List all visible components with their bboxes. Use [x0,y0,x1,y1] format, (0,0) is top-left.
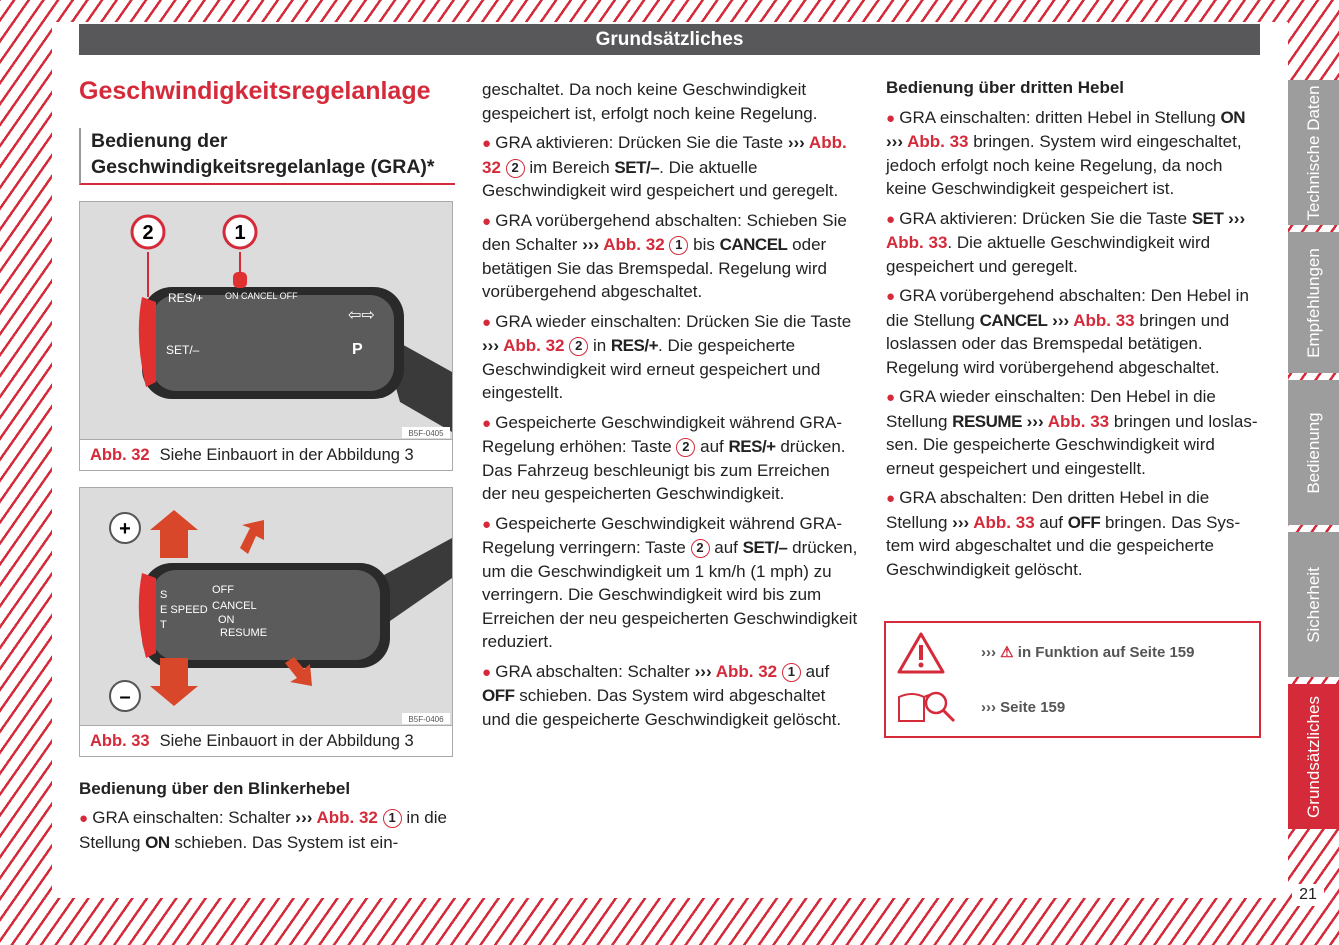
marker-minus: – [119,685,131,708]
warning-reference[interactable]: ››› ⚠ in Funktion auf Seite 159 [981,644,1195,661]
arrow-icon: ››› [694,661,716,681]
text: Gespeicherte Geschwindigkeit während GRA-Regelung verringern: Taste [482,513,843,557]
svg-text:S: S [160,588,168,601]
text: geschaltet. Da noch keine Geschwindigkeit gespeichert ist, erfolgt noch keine Regelung. [482,80,818,123]
bullet-icon: ● [886,288,900,305]
paragraph [886,486,1262,581]
text: im Bereich [524,157,615,177]
bullet-icon: ● [482,212,496,230]
bullet-icon: ● [482,414,496,432]
page-title: Geschwindigkeitsregelanlage [79,77,431,105]
figure-link[interactable]: Abb. 33 [886,233,948,252]
text: bringen und loslassen. Die gespeicherte Geschwindigkeit wird erneut gespeichert und eingestellt. [886,411,1258,478]
svg-text:SET/–: SET/– [166,342,200,357]
paragraph [482,131,858,203]
callout-number: 1 [782,663,801,682]
svg-text:⇦⇨: ⇦⇨ [348,306,375,324]
marker-2: 2 [142,221,154,244]
column-3 [886,76,1262,587]
tab-sicherheit[interactable]: Sicherheit [1288,532,1339,677]
figure-link[interactable]: Abb. 33 [973,512,1035,532]
figure-caption: Abb. 32 Siehe Einbauort in der Abbildung 3 [80,439,452,470]
callout-number: 2 [676,438,695,457]
text [378,808,383,827]
arrow-icon: ››› [1026,411,1048,431]
warning-icon [896,631,946,675]
callout-number: 2 [569,337,588,356]
bullet-icon: ● [886,210,900,228]
callout-number: 2 [691,539,710,558]
control-label: CANCEL [719,235,788,254]
text: . Die aktuelle Geschwindigkeit wird gespeichert und geregelt. [886,233,1211,276]
notice-box [884,621,1261,738]
control-label: SET [1191,208,1224,228]
arrow-icon: ››› [886,132,908,151]
callout-number: 1 [669,236,688,255]
figure-link[interactable]: Abb. 32 [715,661,778,681]
control-label: SET/– [614,157,660,177]
svg-text:RES/+: RES/+ [168,290,204,305]
text: GRA aktivieren: Drücken Sie die Taste [899,208,1192,228]
text: GRA vorübergehend abschalten: Schieben Sie den Schalter [482,210,847,254]
page-number: 21 [1292,884,1324,906]
text: auf [709,538,743,557]
paragraphs [79,806,455,854]
tab-empfehlungen[interactable]: Empfehlungen [1288,232,1339,373]
figure-link[interactable]: Abb. 33 [1073,310,1135,330]
arrow-icon: ››› [482,336,504,355]
bullet-icon: ● [482,663,496,681]
small-warning-icon: ⚠ [1000,644,1014,661]
text: drücken. Das Fahrzeug beschleunigt bis zum Erreichen der neu gespeicherten Geschwindigkeit. [482,437,846,503]
control-label: ON [145,832,170,852]
text: GRA einschalten: dritten Hebel in Stellung [899,107,1221,127]
text: bringen. Das System wird abgeschaltet und die gespeicherte Geschwindigkeit gelöscht. [886,512,1241,579]
svg-text:E SPEED: E SPEED [160,603,208,616]
paragraph [886,385,1262,480]
control-label: OFF [1067,512,1101,532]
tab-bedienung[interactable]: Bedienung [1288,380,1339,525]
figure-link[interactable]: Abb. 32 [482,133,847,177]
text: in [588,336,611,355]
paragraph [886,284,1262,379]
figure-32 [79,201,453,471]
paragraph [886,207,1262,279]
svg-text:ON: ON [218,613,235,626]
control-label: RESUME [952,411,1022,431]
text: bis [688,235,720,254]
svg-text:CANCEL: CANCEL [212,599,257,612]
arrow-icon: ››› [1228,208,1246,228]
text: schieben. Das System ist ein- [169,832,399,852]
bullet-icon: ● [482,313,496,331]
text: in die Stellung [79,808,447,852]
text: . Die gespeicherte Geschwindigkeit wird erneut gespeichert und eingestellt. [482,336,821,402]
paragraph [482,209,858,304]
arrow-icon: ››› [295,808,317,827]
text: bringen. System wird eingeschaltet, jedoch erfolgt noch keine Regelung, da noch keine Geschwindigkeit gespeichert ist. [886,132,1242,198]
column-1 [79,76,455,860]
control-label: CANCEL [979,310,1048,330]
arrow-icon: ››› [1052,310,1074,330]
figure-caption: Abb. 33 Siehe Einbauort in der Abbildung 3 [80,725,452,756]
control-label: OFF [482,686,515,705]
arrow-icon: ››› [952,512,974,532]
tab-grundsaetzliches[interactable]: Grundsätzliches [1288,684,1339,829]
page-reference[interactable]: ››› Seite 159 [981,699,1066,716]
callout-number: 2 [506,159,525,178]
paragraph [482,310,858,405]
figure-code: B5F-0405 [408,428,444,438]
book-search-icon [896,685,958,725]
bullet-icon: ● [482,135,496,152]
figure-link[interactable]: Abb. 33 [907,132,969,151]
marker-1: 1 [234,221,246,244]
text: auf [800,661,830,681]
paragraph [482,660,858,732]
text: GRA abschalten: Den dritten Hebel in die Stellung [886,488,1210,532]
paragraph [482,411,858,506]
figure-code: B5F-0406 [408,714,444,724]
control-label: RES/+ [728,437,776,456]
control-label: ON [1220,107,1246,127]
figure-33 [79,487,453,757]
section-header: Grundsätzliches [79,24,1260,55]
section-heading: Bedienung über den Blinkerhebel [79,778,351,798]
text: . Die aktuelle Geschwindigkeit wird gespeichert und geregelt. [482,157,839,200]
text: GRA wieder einschalten: Drücken Sie die Taste [495,311,852,331]
bullet-icon: ● [79,810,93,827]
text: Gespeicherte Geschwindigkeit während GRA-Regelung erhöhen: Taste [482,412,843,456]
lever-illustration-32 [80,202,452,439]
figure-link[interactable]: Abb. 32 [503,336,565,355]
control-label: RES/+ [610,336,659,355]
svg-text:RESUME: RESUME [220,626,268,639]
text: auf [1034,512,1068,532]
text: GRA aktivieren: Drücken Sie die Taste [495,133,788,152]
svg-text:OFF: OFF [212,583,234,596]
paragraph [482,512,858,654]
paragraph [79,806,455,854]
section-heading: Bedienung über dritten Hebel [886,78,1125,97]
figure-link[interactable]: Abb. 32 [603,235,665,254]
text: GRA wieder einschalten: Den Hebel in die Stellung [886,387,1216,431]
bullet-icon: ● [886,389,900,406]
bullet-icon: ● [886,490,900,507]
svg-text:P: P [352,340,363,358]
figure-link[interactable]: Abb. 32 [316,808,378,827]
bullet-icon: ● [886,109,900,127]
text: schieben. Das System wird abgeschaltet und die gespeicherte Geschwindigkeit gelöscht. [482,686,842,729]
bullet-icon: ● [482,515,496,533]
svg-text:T: T [160,618,167,631]
tab-technische-daten[interactable]: Technische Daten [1288,80,1339,225]
svg-text:ON CANCEL OFF: ON CANCEL OFF [225,290,298,301]
marker-plus: + [119,517,131,540]
arrow-icon: ››› [787,133,809,152]
paragraph [482,78,858,125]
text: auf [695,437,729,456]
paragraphs [482,78,858,731]
subtitle: Bedienung der Geschwindigkeitsregelanlage (GRA)* [79,128,455,185]
text: GRA einschalten: Schalter [92,808,296,827]
text [501,158,506,177]
paragraph [886,106,1262,201]
arrow-icon: ››› [582,235,604,254]
text: GRA abschalten: Schalter [495,661,695,681]
control-label: SET/– [742,538,788,557]
callout-number: 1 [383,809,402,828]
text: bringen und loslassen oder das Bremspedal betätigen. Regelung wird vorübergehend abgeschaltet. [886,310,1230,377]
text: GRA vorübergehend abschalten: Den Hebel in die Stellung [886,286,1249,330]
text: drücken, um die Geschwindigkeit um 1 km/h (1 mph) zu verringern. Die Geschwindigkeit wird bis zum Erreichen der neu gespeicherten Geschwindigkeit reduziert. [482,538,858,651]
lever-illustration-33 [80,488,452,725]
paragraphs [886,106,1262,582]
figure-link[interactable]: Abb. 33 [1047,411,1110,431]
text: oder betätigen Sie das Bremspedal. Regelung wird vorübergehend abgeschaltet. [482,235,827,301]
column-2 [482,78,858,737]
